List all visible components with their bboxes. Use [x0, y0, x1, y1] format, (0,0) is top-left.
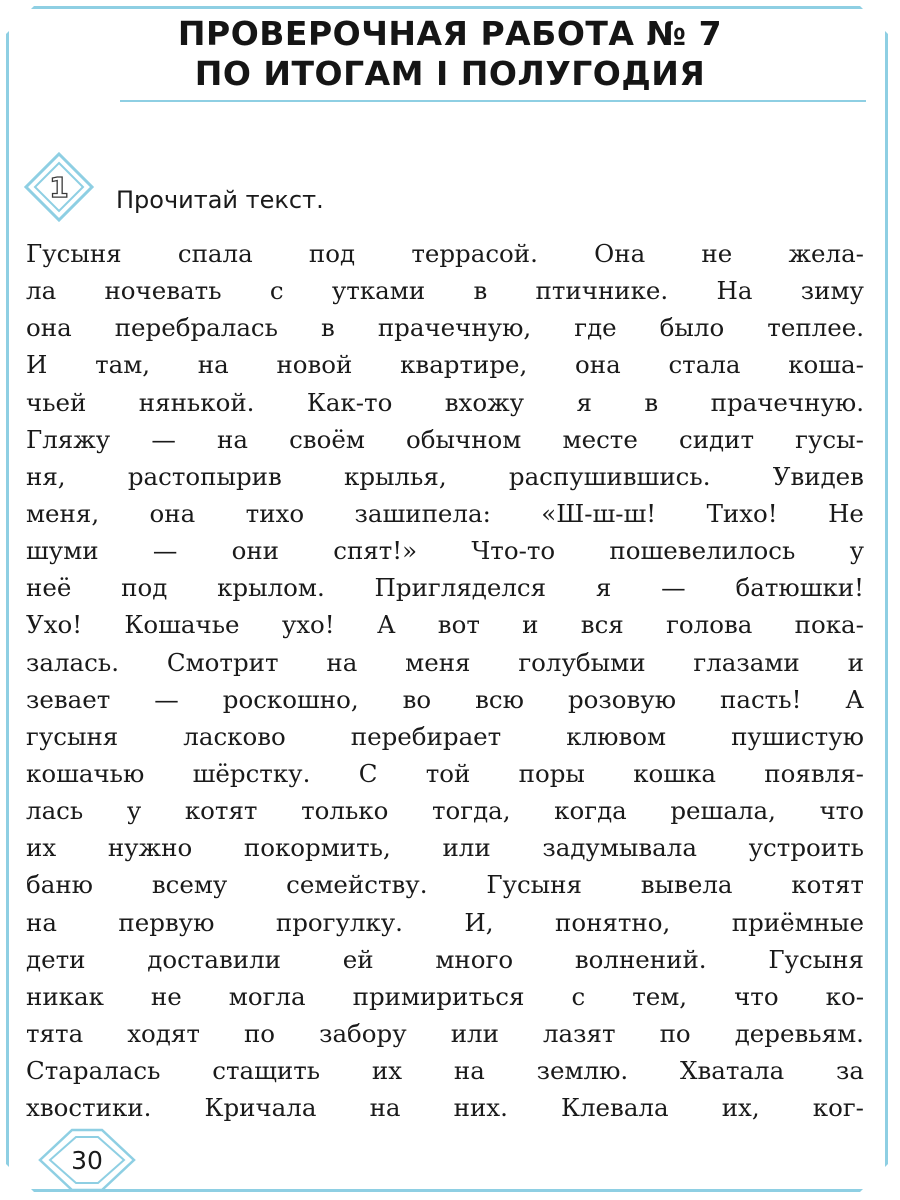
text-word: тогда,: [431, 796, 511, 826]
text-word: кошачью: [26, 758, 145, 788]
text-word: приёмные: [731, 907, 864, 937]
text-word: Ухо!: [26, 610, 83, 640]
text-word: террасой.: [411, 239, 538, 268]
text-word: под: [121, 573, 168, 603]
text-word: вывела: [640, 870, 733, 900]
text-word: залась.: [26, 647, 119, 677]
text-word: зевает: [26, 684, 111, 714]
text-word: пушистую: [731, 721, 864, 751]
text-word: хвостики.: [26, 1093, 152, 1123]
text-word: неё: [26, 573, 72, 603]
task-number-badge-icon: [24, 152, 94, 222]
text-word: вся: [580, 610, 624, 640]
text-line: [26, 941, 864, 978]
text-word: глазами: [693, 647, 800, 677]
text-word: или: [450, 1018, 499, 1048]
text-line: [26, 718, 864, 755]
text-word: примириться: [352, 981, 525, 1011]
text-word: по: [243, 1018, 276, 1048]
text-word: могла: [228, 981, 306, 1011]
text-word: она: [149, 498, 196, 528]
text-word: семейству.: [286, 870, 428, 900]
text-word: них.: [453, 1093, 508, 1123]
text-word: распушившись.: [508, 461, 711, 491]
text-word: с: [571, 981, 586, 1011]
text-word: лась: [26, 796, 84, 826]
text-word: птичнике.: [535, 276, 669, 306]
text-word: меня,: [26, 498, 100, 528]
text-word: котят: [184, 796, 258, 826]
text-line: [26, 755, 864, 792]
text-word: на: [216, 424, 248, 454]
text-word: роскошно,: [222, 684, 359, 714]
text-word: Не: [828, 498, 864, 528]
text-word: Увидев: [772, 461, 864, 491]
text-word: Гляжу: [26, 424, 111, 454]
text-word: той: [425, 758, 471, 788]
text-word: их: [371, 1056, 403, 1086]
text-word: Гусыня: [486, 870, 582, 900]
text-word: никак: [26, 981, 104, 1011]
text-word: —: [151, 424, 176, 454]
text-word: новой: [276, 350, 353, 380]
text-word: забору: [319, 1018, 407, 1048]
text-word: устроить: [748, 833, 864, 863]
text-line: [26, 681, 864, 718]
text-word: чьей: [26, 387, 87, 417]
text-line: [26, 978, 864, 1015]
text-word: Кричала: [204, 1093, 317, 1123]
text-word: утками: [331, 276, 426, 306]
text-word: они: [231, 536, 279, 566]
text-word: покормить,: [243, 833, 391, 863]
text-line: [26, 309, 864, 346]
text-word: деревьям.: [734, 1018, 864, 1048]
text-word: ня,: [26, 461, 66, 491]
text-word: А: [845, 684, 864, 714]
text-word: их,: [721, 1093, 760, 1123]
text-word: она: [26, 313, 72, 343]
text-word: ухо!: [281, 610, 335, 640]
text-word: я: [576, 387, 592, 417]
text-line: [26, 644, 864, 681]
text-line: [26, 532, 864, 569]
text-word: на: [369, 1093, 401, 1123]
text-word: Что-то: [471, 536, 556, 566]
text-word: Гусыня: [26, 239, 122, 268]
text-line: [26, 866, 864, 903]
text-word: появля-: [764, 758, 864, 788]
text-word: волнений.: [574, 944, 707, 974]
text-word: клювом: [566, 721, 667, 751]
text-word: стала: [668, 350, 741, 380]
text-word: тята: [26, 1018, 84, 1048]
text-word: Она: [594, 239, 646, 268]
text-word: что: [734, 981, 779, 1011]
text-word: зиму: [800, 276, 864, 306]
text-word: всю: [475, 684, 524, 714]
text-word: вот: [437, 610, 480, 640]
text-word: не: [701, 239, 733, 268]
title-line-1: ПРОВЕРОЧНАЯ РАБОТА № 7: [177, 14, 723, 53]
text-line: [26, 421, 864, 458]
text-word: с: [269, 276, 284, 306]
text-word: «Ш-ш-ш!: [541, 498, 657, 528]
text-line: [26, 904, 864, 941]
text-word: гусы-: [795, 424, 864, 454]
text-word: розовую: [567, 684, 677, 714]
text-word: С: [358, 758, 378, 788]
text-line: [26, 495, 864, 532]
task-instruction: Прочитай текст.: [116, 186, 324, 214]
text-word: перебралась: [114, 313, 278, 343]
text-word: —: [154, 684, 179, 714]
text-word: батюшки!: [735, 573, 864, 603]
text-word: где: [574, 313, 617, 343]
text-line: [26, 272, 864, 309]
text-word: баню: [26, 870, 94, 900]
text-word: ходят: [127, 1018, 200, 1048]
text-word: что: [819, 796, 864, 826]
text-word: по: [659, 1018, 691, 1048]
text-word: в: [644, 387, 659, 417]
text-word: всему: [151, 870, 228, 900]
text-word: гусыня: [26, 721, 119, 751]
text-word: Клевала: [561, 1093, 669, 1123]
text-word: в: [321, 313, 335, 343]
text-word: месте: [562, 424, 638, 454]
text-word: спят!»: [333, 536, 418, 566]
text-word: когда: [554, 796, 627, 826]
text-word: нужно: [107, 833, 193, 863]
text-word: на: [326, 647, 358, 677]
text-word: голубыми: [518, 647, 646, 677]
text-word: за: [836, 1056, 864, 1086]
text-word: она: [575, 350, 621, 380]
text-word: А: [376, 610, 396, 640]
text-word: котят: [791, 870, 864, 900]
text-word: на: [197, 350, 229, 380]
text-word: Гусыня: [768, 944, 864, 974]
text-word: понятно,: [555, 907, 671, 937]
text-word: во: [402, 684, 432, 714]
text-word: —: [152, 536, 178, 566]
text-word: сидит: [679, 424, 755, 454]
text-word: доставили: [147, 944, 281, 974]
text-word: пока-: [794, 610, 864, 640]
text-word: голова: [666, 610, 753, 640]
text-word: ко-: [825, 981, 864, 1011]
text-word: своём: [289, 424, 365, 454]
text-line: [26, 384, 864, 421]
text-word: Как-то: [306, 387, 393, 417]
text-word: коша-: [788, 350, 864, 380]
text-line: [26, 569, 864, 606]
text-word: Кошачье: [124, 610, 240, 640]
text-word: прогулку.: [275, 907, 403, 937]
text-word: землю.: [536, 1056, 629, 1086]
text-word: перебирает: [350, 721, 502, 751]
text-word: растопырив: [127, 461, 282, 491]
title-line-2: ПО ИТОГАМ I ПОЛУГОДИЯ: [194, 54, 706, 93]
text-word: тем,: [632, 981, 688, 1011]
page-number-badge: [32, 1125, 142, 1195]
header-divider: [120, 100, 866, 102]
text-word: Смотрит: [166, 647, 279, 677]
text-word: решала,: [670, 796, 776, 826]
text-word: ла: [26, 276, 57, 306]
text-word: в: [473, 276, 488, 306]
text-line: [26, 458, 864, 495]
text-word: И,: [464, 907, 494, 937]
reading-text: [26, 235, 864, 1126]
page-title: [0, 14, 900, 94]
text-word: Тихо!: [706, 498, 778, 528]
text-word: у: [126, 796, 142, 826]
text-line: [26, 829, 864, 866]
text-word: пасть!: [720, 684, 802, 714]
text-word: только: [301, 796, 389, 826]
text-word: стащить: [212, 1056, 321, 1086]
text-word: на: [453, 1056, 485, 1086]
text-line: [26, 1052, 864, 1089]
text-word: или: [442, 833, 491, 863]
text-word: много: [435, 944, 514, 974]
text-word: тихо: [245, 498, 305, 528]
text-word: у: [849, 536, 864, 566]
text-word: квартире,: [400, 350, 528, 380]
text-word: под: [308, 239, 356, 268]
text-word: На: [716, 276, 753, 306]
text-word: вхожу: [444, 387, 525, 417]
text-line: [26, 346, 864, 383]
text-word: меня: [405, 647, 471, 677]
text-line: [26, 606, 864, 643]
text-word: нянькой.: [138, 387, 255, 417]
text-word: зашипела:: [354, 498, 491, 528]
text-word: шёрстку.: [192, 758, 311, 788]
text-word: крылом.: [217, 573, 325, 603]
text-word: теплее.: [767, 313, 864, 343]
text-word: на: [26, 907, 57, 937]
text-word: —: [661, 573, 686, 603]
text-word: их: [26, 833, 57, 863]
text-word: крылья,: [344, 461, 447, 491]
text-word: Старалась: [26, 1056, 161, 1086]
text-word: пошевелилось: [609, 536, 796, 566]
text-word: ласково: [183, 721, 286, 751]
text-line: [26, 1089, 864, 1126]
text-word: прачечную.: [710, 387, 864, 417]
text-word: первую: [118, 907, 215, 937]
text-word: кошка: [633, 758, 716, 788]
text-word: ночевать: [104, 276, 222, 306]
text-word: ей: [342, 944, 374, 974]
text-word: ког-: [812, 1093, 864, 1123]
text-word: обычном: [406, 424, 522, 454]
text-line: [26, 235, 864, 272]
text-word: поры: [518, 758, 585, 788]
text-word: шуми: [26, 536, 99, 566]
text-word: не: [150, 981, 182, 1011]
text-word: и: [522, 610, 539, 640]
text-word: И: [26, 350, 48, 380]
text-word: дети: [26, 944, 86, 974]
text-word: задумывала: [542, 833, 697, 863]
text-word: лазят: [542, 1018, 616, 1048]
text-line: [26, 792, 864, 829]
text-word: и: [847, 647, 864, 677]
page-number: 30: [71, 1145, 103, 1175]
text-word: там,: [95, 350, 151, 380]
text-word: Хватала: [680, 1056, 785, 1086]
text-word: было: [659, 313, 725, 343]
text-word: Пригляделся: [374, 573, 547, 603]
text-line: [26, 1015, 864, 1052]
task-number: 1: [49, 171, 69, 204]
text-word: прачечную,: [377, 313, 532, 343]
text-word: я: [595, 573, 612, 603]
text-word: спала: [177, 239, 253, 268]
text-word: жела-: [788, 239, 864, 268]
